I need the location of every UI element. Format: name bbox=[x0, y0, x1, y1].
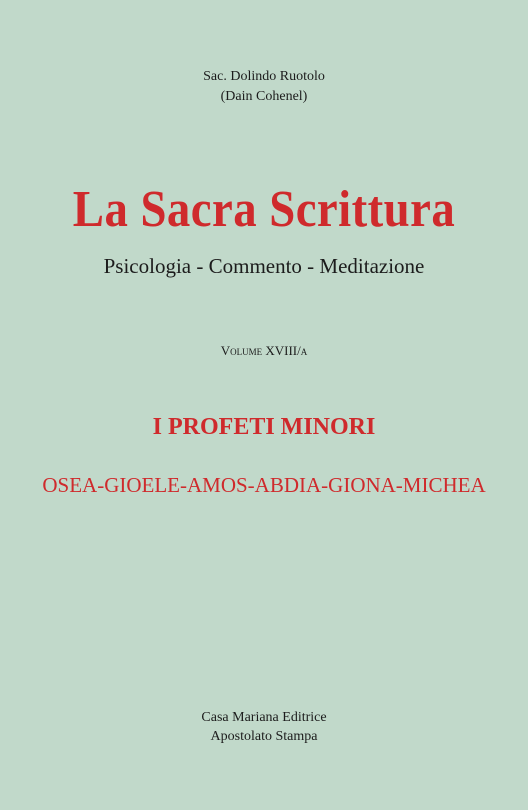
author-pseudonym: (Dain Cohenel) bbox=[220, 89, 308, 104]
publisher-imprint: Apostolato Stampa bbox=[210, 729, 318, 744]
book-series-title: La Sacra Scrittura bbox=[72, 181, 456, 238]
author-name: Sac. Dolindo Ruotolo bbox=[203, 69, 325, 84]
author-block bbox=[0, 67, 528, 107]
book-subtitle: Psicologia - Commento - Meditazione bbox=[103, 254, 425, 278]
volume-title: I PROFETI MINORI bbox=[152, 414, 376, 440]
publisher-name: Casa Mariana Editrice bbox=[201, 710, 327, 725]
volume-label: Volume XVIII/a bbox=[220, 343, 308, 358]
publisher-block bbox=[0, 708, 528, 746]
books-list: OSEA-GIOELE-AMOS-ABDIA-GIONA-MICHEA bbox=[42, 473, 486, 497]
